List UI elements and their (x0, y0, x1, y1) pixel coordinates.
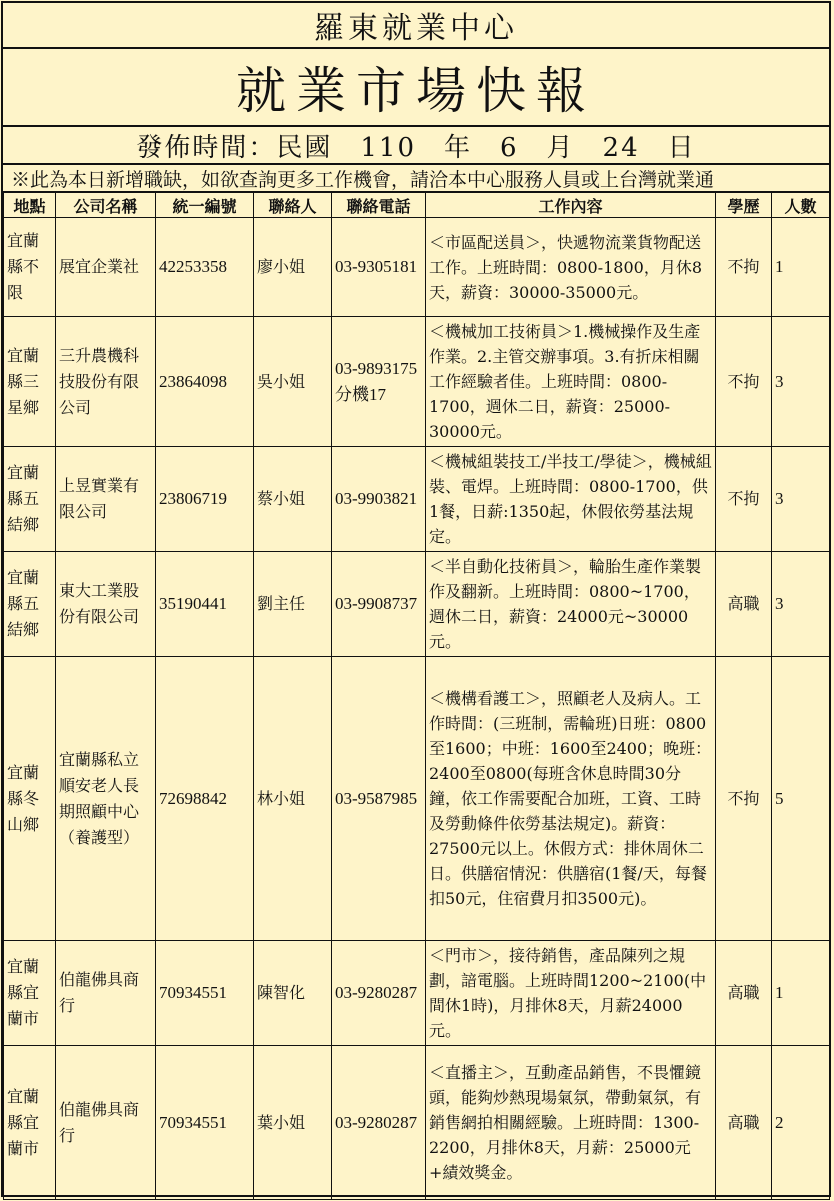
cell-headcount: 5 (772, 657, 830, 941)
cell-education: 不拘 (716, 447, 772, 552)
cell-company: 上昱實業有限公司 (56, 447, 156, 552)
cell-phone: 03-9280287 (332, 1046, 426, 1200)
cell-job: ＜機械加工技術員＞1.機械操作及生產作業。2.主管交辦事項。3.有折床相關工作經驗者佳。上班時間：0800-1700，週休二日，薪資：25000-30000元。 (426, 317, 716, 447)
cell-contact: 林小姐 (254, 657, 332, 941)
cell-job: ＜半自動化技術員＞，輪胎生產作業製作及翻新。上班時間：0800~1700，週休二日，薪資：24000元~30000元。 (426, 552, 716, 657)
cell-education: 高職 (716, 1046, 772, 1200)
cell-tax-id: 72698842 (156, 657, 254, 941)
cell-phone: 03-9903821 (332, 447, 426, 552)
cell-tax-id: 70934551 (156, 941, 254, 1046)
table-header-row (4, 193, 830, 218)
cell-tax-id: 23806719 (156, 447, 254, 552)
cell-phone: 03-9305181 (332, 218, 426, 317)
cell-location: 宜蘭縣冬山鄉 (4, 657, 56, 941)
publish-date: 發佈時間：民國 110 年 6 月 24 日 (3, 127, 829, 165)
cell-phone: 03-9893175分機17 (332, 317, 426, 447)
cell-job: ＜機構看護工＞，照顧老人及病人。工作時間：(三班制，需輪班)日班：0800至1600；中班：1600至2400；晚班：2400至0800(每班含休息時間30分鐘，依工作需要配合加班，工資、工時及勞動條件依勞基法規定)。薪資：27500元以上。休假方式：排休周休二日。供膳宿情況：供膳宿(1餐/天，每餐扣50元，住宿費月扣3500元)。 (426, 657, 716, 941)
cell-job: ＜門市＞，接待銷售，產品陳列之規劃，諳電腦。上班時間1200~2100(中間休1時)，月排休8天，月薪24000元。 (426, 941, 716, 1046)
cell-education: 高職 (716, 552, 772, 657)
cell-phone: 03-9587985 (332, 657, 426, 941)
cell-phone: 03-9280287 (332, 941, 426, 1046)
col-contact: 聯絡人 (254, 193, 332, 218)
cell-headcount: 3 (772, 552, 830, 657)
cell-phone: 03-9908737 (332, 552, 426, 657)
table-row (4, 218, 830, 317)
cell-location: 宜蘭縣五結鄉 (4, 447, 56, 552)
cell-contact: 吳小姐 (254, 317, 332, 447)
cell-education: 高職 (716, 941, 772, 1046)
job-table (3, 192, 830, 1200)
cell-headcount: 1 (772, 941, 830, 1046)
cell-tax-id: 70934551 (156, 1046, 254, 1200)
table-row (4, 1046, 830, 1200)
cell-contact: 蔡小姐 (254, 447, 332, 552)
col-phone: 聯絡電話 (332, 193, 426, 218)
table-row (4, 317, 830, 447)
cell-location: 宜蘭縣三星鄉 (4, 317, 56, 447)
col-location: 地點 (4, 193, 56, 218)
table-row (4, 657, 830, 941)
cell-location: 宜蘭縣不限 (4, 218, 56, 317)
col-job: 工作內容 (426, 193, 716, 218)
cell-company: 東大工業股份有限公司 (56, 552, 156, 657)
table-row (4, 447, 830, 552)
cell-company: 三升農機科技股份有限公司 (56, 317, 156, 447)
center-name: 羅東就業中心 (3, 3, 829, 49)
cell-headcount: 3 (772, 447, 830, 552)
cell-headcount: 2 (772, 1046, 830, 1200)
cell-education: 不拘 (716, 657, 772, 941)
cell-headcount: 3 (772, 317, 830, 447)
job-bulletin-sheet (1, 1, 831, 1197)
report-title: 就業市場快報 (3, 49, 829, 127)
cell-job: ＜市區配送員＞，快遞物流業貨物配送工作。上班時間：0800-1800，月休8天，薪資：30000-35000元。 (426, 218, 716, 317)
col-tax-id: 統一編號 (156, 193, 254, 218)
cell-company: 伯龍佛具商行 (56, 1046, 156, 1200)
cell-contact: 葉小姐 (254, 1046, 332, 1200)
table-row (4, 941, 830, 1046)
cell-contact: 劉主任 (254, 552, 332, 657)
cell-location: 宜蘭縣宜蘭市 (4, 941, 56, 1046)
col-education: 學歷 (716, 193, 772, 218)
cell-location: 宜蘭縣宜蘭市 (4, 1046, 56, 1200)
cell-contact: 陳智化 (254, 941, 332, 1046)
cell-location: 宜蘭縣五結鄉 (4, 552, 56, 657)
cell-job: ＜機械組裝技工/半技工/學徒＞，機械組裝、電焊。上班時間：0800-1700，供1餐，日薪:1350起，休假依勞基法規定。 (426, 447, 716, 552)
cell-job: ＜直播主＞，互動產品銷售，不畏懼鏡頭，能夠炒熱現場氣氛，帶動氣氛，有銷售網拍相關經驗。上班時間：1300-2200，月排休8天，月薪：25000元+績效獎金。 (426, 1046, 716, 1200)
cell-company: 宜蘭縣私立順安老人長期照顧中心（養護型） (56, 657, 156, 941)
cell-contact: 廖小姐 (254, 218, 332, 317)
cell-tax-id: 35190441 (156, 552, 254, 657)
table-row (4, 552, 830, 657)
cell-company: 展宜企業社 (56, 218, 156, 317)
cell-company: 伯龍佛具商行 (56, 941, 156, 1046)
cell-education: 不拘 (716, 317, 772, 447)
notice-text: ※此為本日新增職缺，如欲查詢更多工作機會，請洽本中心服務人員或上台灣就業通 (3, 165, 829, 192)
cell-tax-id: 23864098 (156, 317, 254, 447)
col-headcount: 人數 (772, 193, 830, 218)
cell-headcount: 1 (772, 218, 830, 317)
cell-tax-id: 42253358 (156, 218, 254, 317)
col-company: 公司名稱 (56, 193, 156, 218)
cell-education: 不拘 (716, 218, 772, 317)
